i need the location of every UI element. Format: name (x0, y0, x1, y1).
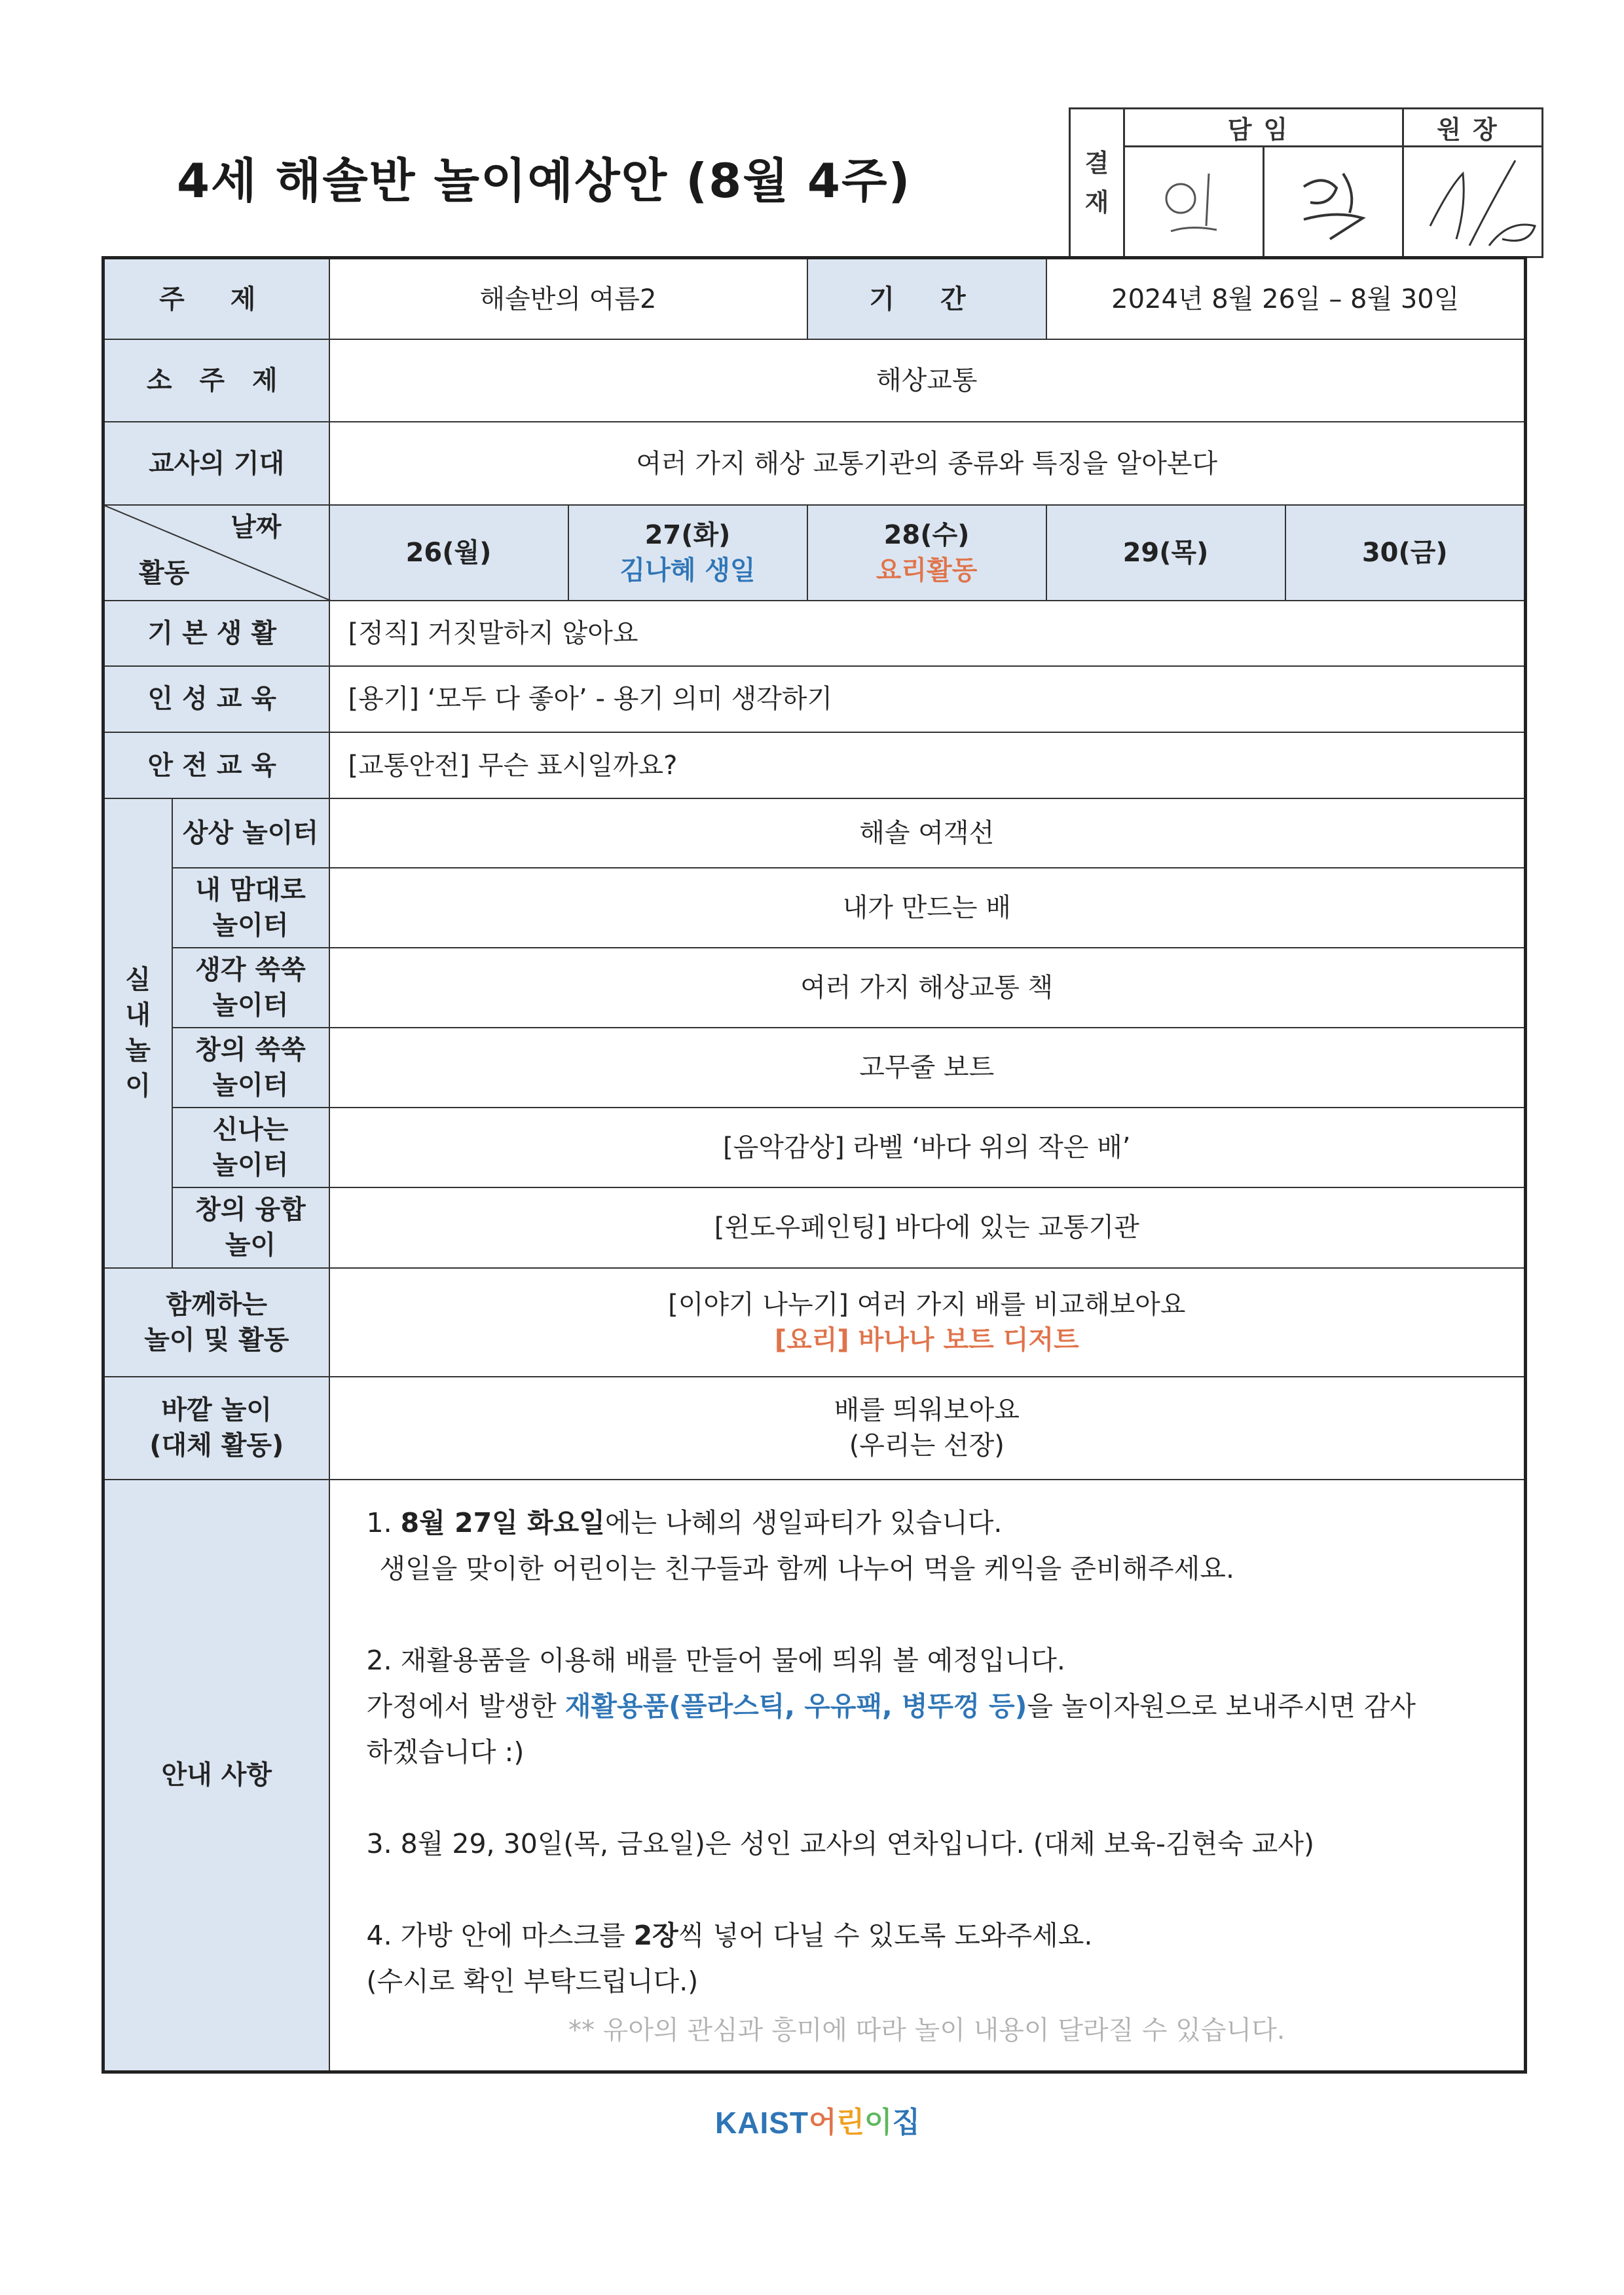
teacher-signature-2 (1264, 147, 1403, 257)
kaist-daycare-logo (715, 2088, 920, 2140)
character-value: [용기] ‘모두 다 좋아’ - 용기 의미 생각하기 (329, 666, 1526, 732)
expectation-row (103, 422, 1526, 505)
days-row (103, 505, 1526, 601)
together-content: [이야기 나누기] 여러 가지 배를 비교해보아요 [요리] 바나나 보트 디저트 (329, 1268, 1526, 1377)
together-row (103, 1268, 1526, 1377)
theme-label: 주 제 (103, 258, 329, 340)
indoor-item-label: 내 맘대로 놀이터 (172, 868, 329, 948)
indoor-item-content: 해솔 여객선 (329, 798, 1526, 868)
character-row (103, 666, 1526, 732)
notice-content: 1. 8월 27일 화요일에는 나혜의 생일파티가 있습니다. 생일을 맞이한 어린이는 친구들과 함께 나누어 먹을 케익을 준비해주세요. 2. 재활용품을 이용해 배를 만들어 물에 띄워 볼 예정입니다. 가정에서 발생한 재활용품(플라스틱, 우유팩, 병뚜껑 등)을 놀이자원으로 보내주시면 감사 하겠습니다 :) 3. 8월 29, 30일(목, 금요일)은 성인 교사의 연차입니다. (대체 보육-김현숙 교사) 4. 가방 안에 마스크를 2장씩 넣어 다닐 수 있도록 도와주세요. (수시로 확인 부탁드립니다.) ** 유아의 관심과 흥미에 따라 놀이 내용이 달라질 수 있습니다. (329, 1480, 1526, 2072)
day-date: 26(월) (405, 538, 492, 569)
character-label: 인성교육 (103, 666, 329, 732)
indoor-item-content: 고무줄 보트 (329, 1028, 1526, 1108)
indoor-row (103, 798, 1526, 868)
plan-table (101, 256, 1527, 2074)
safety-value: [교통안전] 무슨 표시일까요? (329, 732, 1526, 799)
subtheme-label: 소 주 제 (103, 339, 329, 422)
indoor-item-content: 내가 만드는 배 (329, 868, 1526, 948)
logo-brand: KAIST (715, 2106, 809, 2140)
indoor-item-label: 창의 쑥쑥 놀이터 (172, 1028, 329, 1108)
theme-value: 해솔반의 여름2 (329, 258, 807, 340)
day-thu (1046, 505, 1285, 601)
teacher-signature-1 (1124, 147, 1264, 257)
logo-letter: 어 (809, 2106, 837, 2139)
safety-label: 안전교육 (103, 732, 329, 799)
director-signature (1403, 147, 1543, 257)
logo-name (809, 2099, 920, 2140)
expectation-value: 여러 가지 해상 교통기관의 종류와 특징을 알아본다 (329, 422, 1526, 505)
approval-box (1069, 107, 1543, 258)
safety-row (103, 732, 1526, 799)
indoor-item-label: 창의 융합 놀이 (172, 1187, 329, 1268)
indoor-item-content: [음악감상] 라벨 ‘바다 위의 작은 배’ (329, 1108, 1526, 1187)
corner-activity-label: 활동 (139, 558, 190, 589)
day-date: 30(금) (1361, 538, 1448, 569)
page-title: 4세 해솔반 놀이예상안 (8월 4주) (177, 153, 912, 208)
indoor-row (103, 1108, 1526, 1187)
day-date: 27(화) (644, 520, 731, 551)
day-fri (1285, 505, 1526, 601)
approval-label: 결재 (1070, 109, 1124, 257)
notice-row (103, 1480, 1526, 2072)
footnote: ** 유아의 관심과 흥미에 따라 놀이 내용이 달라질 수 있습니다. (568, 2015, 1285, 2045)
logo-letter: 이 (864, 2106, 893, 2139)
outdoor-row (103, 1377, 1526, 1480)
notice-label: 안내 사항 (103, 1480, 329, 2072)
indoor-row (103, 1187, 1526, 1268)
theme-row (103, 258, 1526, 340)
indoor-item-label: 상상 놀이터 (172, 798, 329, 868)
day-note: 요리활동 (876, 555, 978, 586)
logo-letter: 린 (836, 2106, 865, 2139)
basic-life-label: 기본생활 (103, 601, 329, 666)
basic-life-row (103, 601, 1526, 666)
approval-director-header: 원장 (1403, 109, 1543, 147)
together-label: 함께하는 놀이 및 활동 (103, 1268, 329, 1377)
corner-date-label: 날짜 (231, 512, 282, 543)
period-value: 2024년 8월 26일 – 8월 30일 (1046, 258, 1526, 340)
day-date: 29(목) (1122, 538, 1209, 569)
approval-teacher-header: 담임 (1124, 109, 1403, 147)
expectation-label: 교사의 기대 (103, 422, 329, 505)
day-tue (568, 505, 807, 601)
period-label: 기 간 (807, 258, 1046, 340)
day-wed (807, 505, 1046, 601)
indoor-item-content: [윈도우페인팅] 바다에 있는 교통기관 (329, 1187, 1526, 1268)
logo-letter: 집 (892, 2106, 921, 2139)
outdoor-content: 배를 띄워보아요 (우리는 선장) (329, 1377, 1526, 1480)
subtheme-value: 해상교통 (329, 339, 1526, 422)
day-note: 김나혜 생일 (619, 555, 756, 586)
date-activity-corner (103, 505, 329, 601)
subtheme-row (103, 339, 1526, 422)
indoor-item-label: 신나는 놀이터 (172, 1108, 329, 1187)
indoor-item-label: 생각 쑥쑥 놀이터 (172, 948, 329, 1028)
indoor-row (103, 868, 1526, 948)
day-date: 28(수) (883, 520, 970, 551)
basic-life-value: [정직] 거짓말하지 않아요 (329, 601, 1526, 666)
indoor-row (103, 948, 1526, 1028)
outdoor-label: 바깥 놀이 (대체 활동) (103, 1377, 329, 1480)
indoor-row (103, 1028, 1526, 1108)
day-mon (329, 505, 568, 601)
indoor-item-content: 여러 가지 해상교통 책 (329, 948, 1526, 1028)
indoor-play-group-label: 실 내 놀 이 (103, 798, 172, 1267)
